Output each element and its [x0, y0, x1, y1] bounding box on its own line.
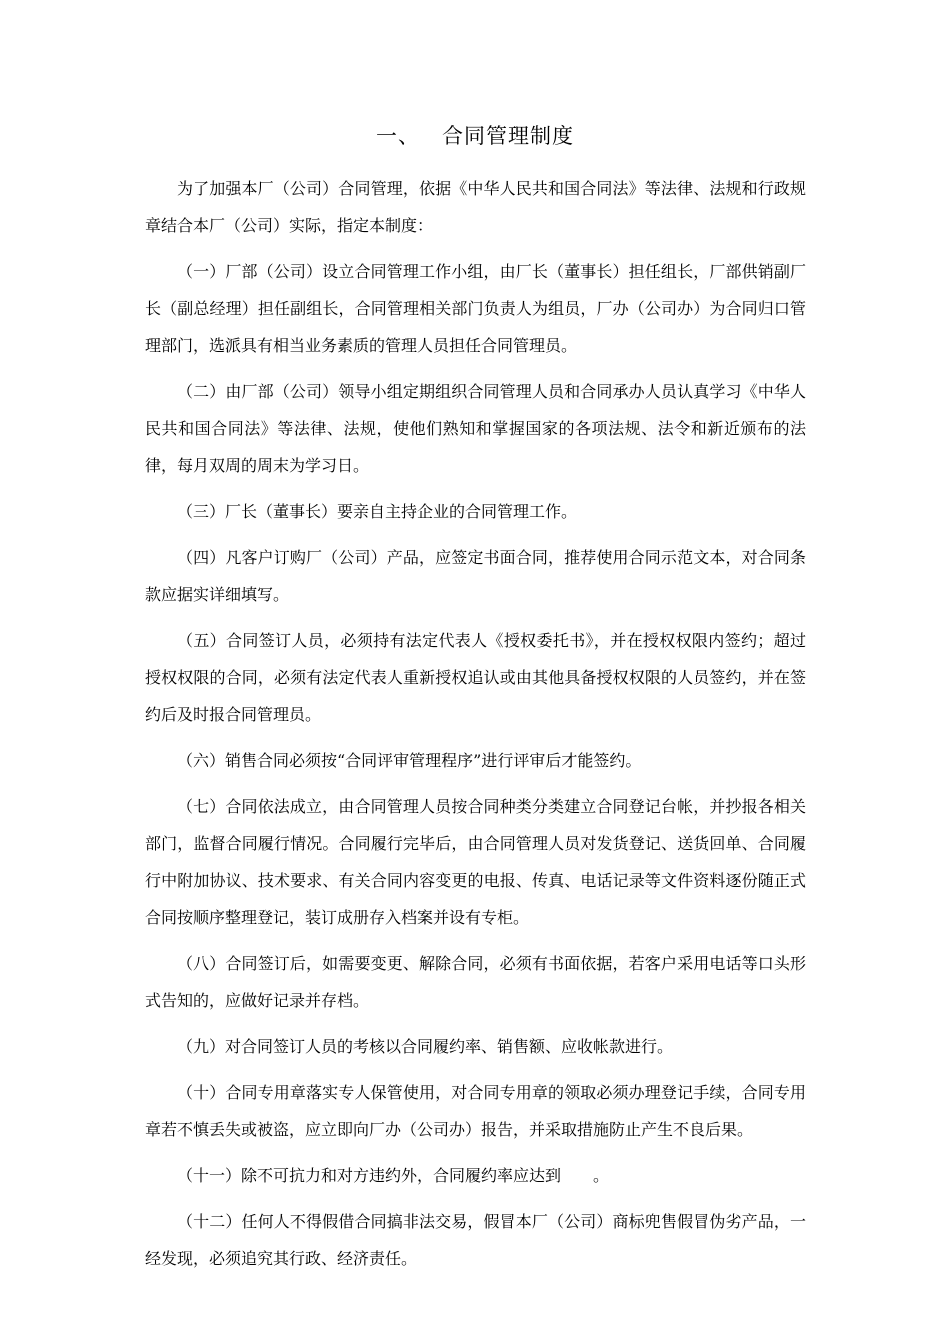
clause-10: （十）合同专用章落实专人保管使用，对合同专用章的领取必须办理登记手续，合同专用章若不慎丢失或被盗，应立即向厂办（公司办）报告，并采取措施防止产生不良后果。 — [145, 1083, 806, 1139]
clause-7: （七）合同依法成立，由合同管理人员按合同种类分类建立合同登记台帐，并抄报各相关部门，监督合同履行情况。合同履行完毕后，由合同管理人员对发货登记、送货回单、合同履行中附加协议、技术要求、有关合同内容变更的电报、传真、电话记录等文件资料逐份随正式合同按顺序整理登记，装订成册存入档案并设有专柜。 — [145, 797, 806, 927]
intro-paragraph: 为了加强本厂（公司）合同管理，依据《中华人民共和国合同法》等法律、法规和行政规章结合本厂（公司）实际，指定本制度： — [145, 179, 806, 235]
clause-9: （九）对合同签订人员的考核以合同履约率、销售额、应收帐款进行。 — [177, 1037, 674, 1056]
clause-2: （二）由厂部（公司）领导小组定期组织合同管理人员和合同承办人员认真学习《中华人民共和国合同法》等法律、法规，使他们熟知和掌握国家的各项法规、法令和新近颁布的法律，每月双周的周末为学习日。 — [145, 382, 806, 475]
document-body — [145, 170, 806, 1286]
title-number: 一、 — [376, 124, 420, 148]
document-title — [0, 120, 950, 152]
clause-5: （五）合同签订人员，必须持有法定代表人《授权委托书》，并在授权权限内签约；超过授权权限的合同，必须有法定代表人重新授权追认或由其他具备授权权限的人员签约，并在签约后及时报合同管理员。 — [145, 631, 806, 724]
clause-1: （一）厂部（公司）设立合同管理工作小组，由厂长（董事长）担任组长，厂部供销副厂长（副总经理）担任副组长，合同管理相关部门负责人为组员，厂办（公司办）为合同归口管理部门，选派具有相当业务素质的管理人员担任合同管理员。 — [145, 262, 806, 355]
clause-12: （十二）任何人不得假借合同搞非法交易，假冒本厂（公司）商标兜售假冒伪劣产品，一经发现，必须追究其行政、经济责任。 — [145, 1212, 806, 1268]
clause-6: （六）销售合同必须按“合同评审管理程序”进行评审后才能签约。 — [177, 751, 642, 770]
title-text: 合同管理制度 — [442, 124, 574, 148]
clause-4: （四）凡客户订购厂（公司）产品，应签定书面合同，推荐使用合同示范文本，对合同条款应据实详细填写。 — [145, 548, 806, 604]
clause-8: （八）合同签订后，如需要变更、解除合同，必须有书面依据，若客户采用电话等口头形式告知的，应做好记录并存档。 — [145, 954, 806, 1010]
clause-3: （三）厂长（董事长）要亲自主持企业的合同管理工作。 — [177, 502, 578, 521]
clause-11: （十一）除不可抗力和对方违约外，合同履约率应达到 。 — [177, 1166, 610, 1185]
